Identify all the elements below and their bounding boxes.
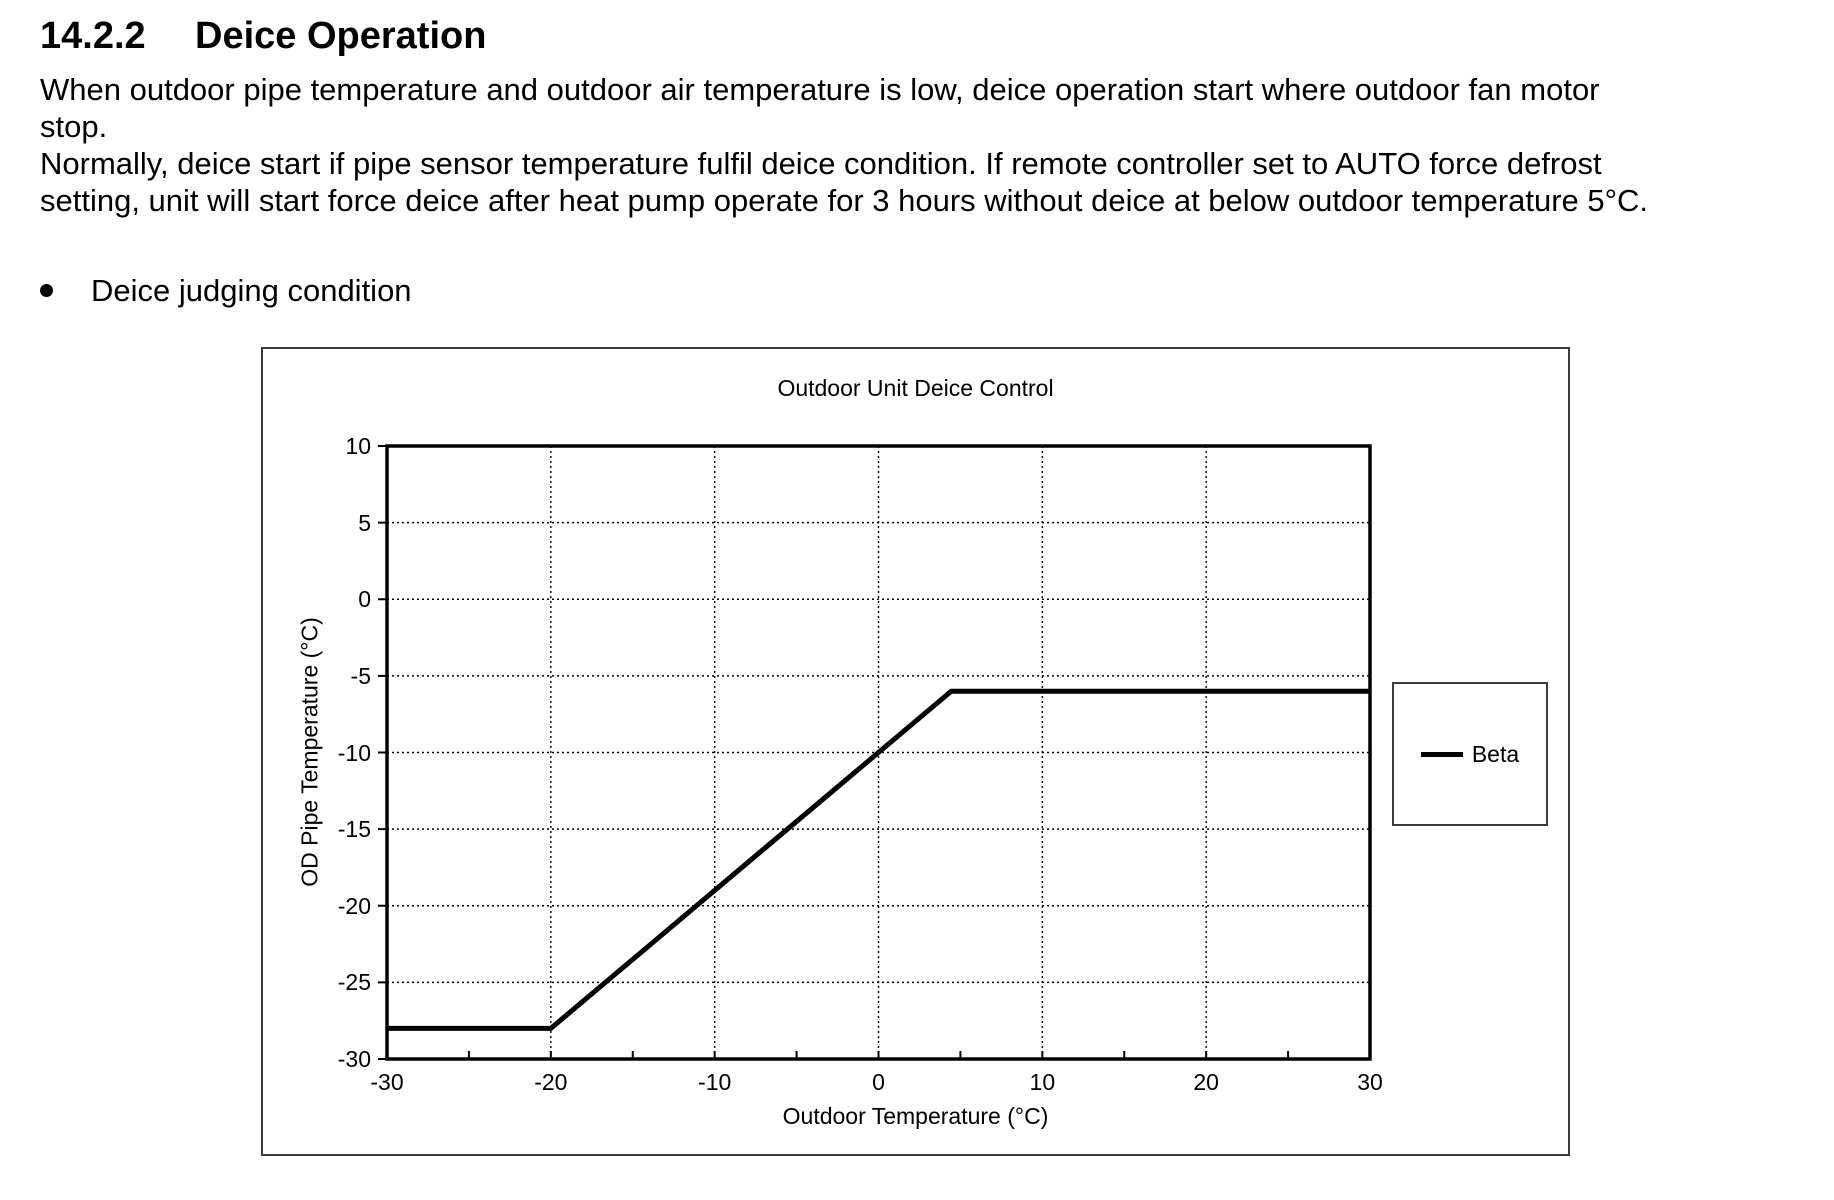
intro-paragraph — [40, 71, 1648, 219]
section-number: 14.2.2 — [40, 15, 146, 57]
x-axis-label: Outdoor Temperature (°C) — [782, 1103, 1049, 1129]
x-tick-label: 30 — [1357, 1069, 1383, 1095]
bullet-icon — [40, 284, 53, 297]
legend-line-sample — [1421, 752, 1463, 757]
y-axis-label: OD Pipe Temperature (°C) — [296, 617, 323, 887]
y-tick-label: -5 — [350, 662, 371, 689]
y-tick-label: -30 — [337, 1046, 371, 1072]
intro-line: Normally, deice start if pipe sensor temperature fulfil deice condition. If remote controller set to AUTO force defrost — [40, 146, 1602, 181]
legend-box — [1392, 682, 1548, 826]
y-tick-label: 0 — [358, 586, 371, 613]
y-tick-label: -10 — [337, 739, 371, 766]
bullet-label: Deice judging condition — [91, 273, 412, 308]
y-tick-label: 5 — [358, 509, 371, 536]
legend-label: Beta — [1471, 740, 1520, 767]
x-tick-label: 10 — [1029, 1069, 1056, 1095]
chart-container — [261, 347, 1570, 1156]
x-tick-label: -20 — [534, 1069, 568, 1095]
y-tick-label: -20 — [337, 892, 371, 919]
x-tick-label: -30 — [370, 1069, 404, 1095]
section-heading — [40, 16, 486, 56]
x-tick-label: 20 — [1193, 1069, 1219, 1095]
chart-plot — [263, 349, 1568, 1154]
y-tick-label: -15 — [337, 816, 371, 843]
intro-line: stop. — [40, 109, 108, 144]
intro-line: When outdoor pipe temperature and outdoor air temperature is low, deice operation start where outdoor fan motor — [40, 72, 1600, 107]
bullet-item — [40, 272, 412, 309]
chart-title: Outdoor Unit Deice Control — [777, 375, 1054, 401]
y-tick-label: 10 — [345, 433, 371, 459]
y-tick-label: -25 — [337, 969, 371, 996]
x-tick-label: -10 — [698, 1069, 732, 1095]
x-tick-label: 0 — [872, 1069, 885, 1095]
section-title: Deice Operation — [195, 15, 487, 57]
intro-line: setting, unit will start force deice after heat pump operate for 3 hours without deice at below outdoor temperature 5°C. — [40, 183, 1649, 218]
